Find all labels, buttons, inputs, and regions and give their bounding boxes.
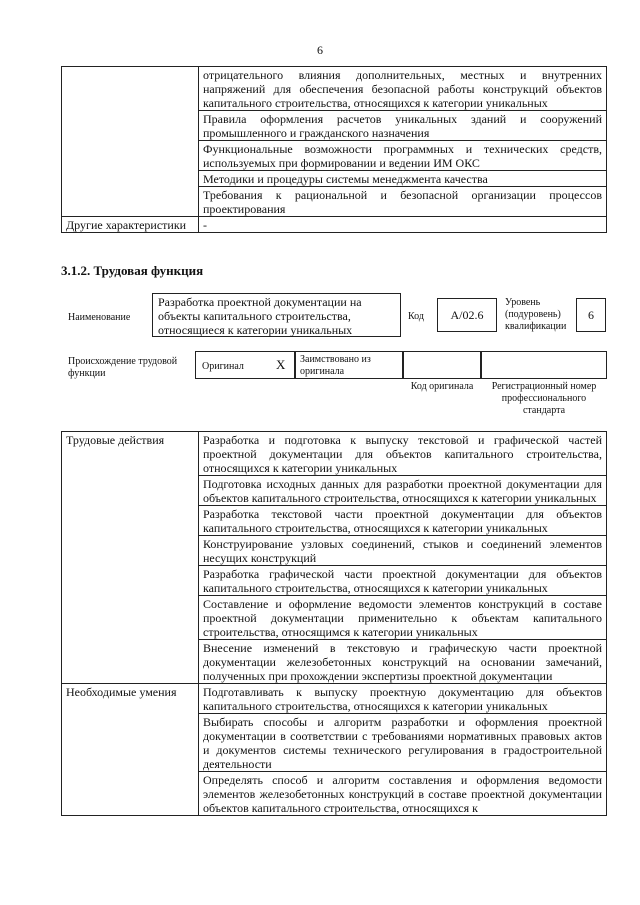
qualification-level-box	[576, 298, 606, 332]
function-code-value: А/02.6	[450, 308, 484, 322]
knowledge-item: Требования к рациональной и безопасной организации процессов проектирования	[199, 187, 607, 217]
skill-item: Подготавливать к выпуску проектную документацию для объектов капитального строительства, относящихся к категории уникальных	[199, 684, 607, 714]
qualification-level-value: 6	[588, 308, 594, 322]
table-row	[62, 217, 607, 233]
name-label: Наименование	[68, 312, 131, 323]
labor-actions-label: Трудовые действия	[62, 432, 199, 684]
knowledge-item: отрицательного влияния дополнительных, местных и внутренних напряжений для обеспечения безопасной работы конструкций объектов капитального строительства, относящихся к категории уникальных	[199, 67, 607, 111]
required-skills-label: Необходимые умения	[62, 684, 199, 816]
labor-action-item: Подготовка исходных данных для разработки проектной документации для объектов капитального строительства, относящихся к категории уникальных	[199, 476, 607, 506]
knowledge-item: Функциональные возможности программных и технических средств, используемых при формировании и ведении ИМ ОКС	[199, 141, 607, 171]
label-cell-empty	[62, 67, 199, 217]
table-row	[62, 67, 607, 111]
labor-actions-table	[61, 431, 607, 816]
original-code-box	[403, 351, 481, 379]
labor-action-item: Конструирование узловых соединений, стыков и соединений элементов несущих конструкций	[199, 536, 607, 566]
table-row	[62, 684, 607, 714]
other-characteristics-value: -	[199, 217, 607, 233]
original-box	[195, 351, 295, 379]
table-row	[62, 432, 607, 476]
labor-action-item: Разработка графической части проектной документации для объектов капитального строительства, относящихся к категории уникальных	[199, 566, 607, 596]
function-code-box	[437, 298, 497, 332]
page-number: 6	[317, 43, 323, 57]
skill-item: Выбирать способы и алгоритм разработки и оформления проектной документации в соответствии с требованиями нормативных правовых актов и документов системы технического регулирования в градостроительной деятельности	[199, 714, 607, 772]
labor-action-item: Разработка текстовой части проектной документации для объектов капитального строительства, относящихся к категории уникальных	[199, 506, 607, 536]
original-label: Оригинал	[202, 361, 244, 372]
qualification-level-label: Уровень (подуровень) квалификации	[505, 297, 567, 332]
other-characteristics-label: Другие характеристики	[62, 217, 199, 233]
registration-number-caption: Регистрационный номер профессионального стандарта	[491, 381, 597, 416]
original-mark: X	[276, 357, 286, 372]
borrowed-label: Заимствовано из оригинала	[300, 354, 371, 377]
skill-item: Определять способ и алгоритм составления и оформления ведомости элементов железобетонных конструкций в составе проектной документации объектов капитального строительства, относящихся к	[199, 772, 607, 816]
origin-label: Происхождение трудовой функции	[68, 356, 178, 379]
borrowed-box	[295, 351, 403, 379]
knowledge-item: Правила оформления расчетов уникальных зданий и сооружений промышленного и гражданского назначения	[199, 111, 607, 141]
labor-action-item: Разработка и подготовка к выпуску текстовой и графической частей проектной документации для объектов капитального строительства, относящихся к категории уникальных	[199, 432, 607, 476]
knowledge-table-continued	[61, 66, 607, 233]
code-label: Код	[408, 311, 424, 322]
knowledge-item: Методики и процедуры системы менеджмента качества	[199, 171, 607, 187]
function-name-box	[152, 293, 401, 337]
registration-number-box	[481, 351, 607, 379]
labor-action-item: Составление и оформление ведомости элементов конструкций в составе проектной документации применительно к объектам капитального строительства, относящимся к категории уникальных	[199, 596, 607, 640]
function-name-value: Разработка проектной документации на объекты капитального строительства, относящиеся к категории уникальных	[158, 295, 362, 337]
original-code-caption: Код оригинала	[410, 381, 474, 392]
labor-action-item: Внесение изменений в текстовую и графическую части проектной документации железобетонных конструкций на основании замечаний, полученных при прохождении экспертизы проектной документации	[199, 640, 607, 684]
section-title: 3.1.2. Трудовая функция	[61, 263, 204, 278]
